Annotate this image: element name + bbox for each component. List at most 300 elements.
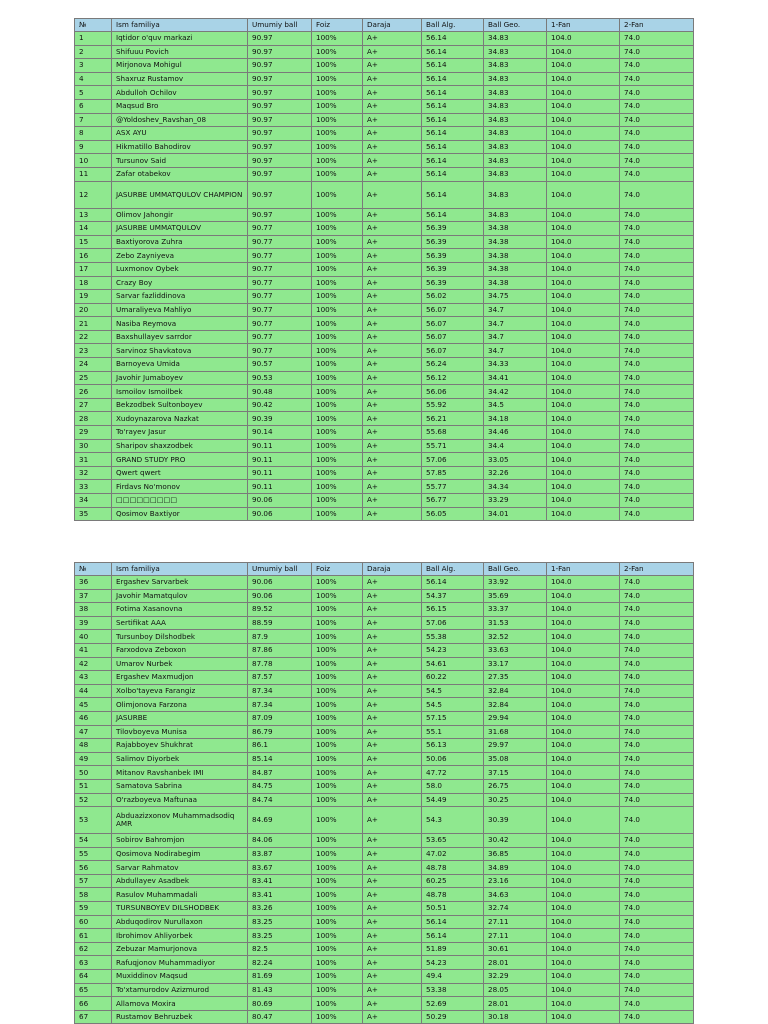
col-score-geometry-cell: 36.85 — [484, 847, 547, 861]
col-score-geometry-cell: 34.34 — [484, 480, 547, 494]
header-col-score-geometry: Ball Geo. — [484, 19, 547, 32]
col-number-cell: 12 — [75, 181, 112, 208]
table-row — [75, 589, 694, 603]
col-subject-2-cell: 74.0 — [620, 276, 694, 290]
table-row — [75, 127, 694, 141]
col-subject-1-cell: 104.0 — [547, 249, 620, 263]
col-number-cell: 11 — [75, 167, 112, 181]
col-score-geometry-cell: 32.26 — [484, 466, 547, 480]
col-score-algebra-cell: 56.06 — [422, 385, 484, 399]
col-name-cell: Zafar otabekov — [112, 167, 248, 181]
col-subject-2-cell: 74.0 — [620, 412, 694, 426]
col-grade-cell: A+ — [363, 494, 422, 508]
table-row — [75, 739, 694, 753]
col-name-cell: JASURBE UMMATQULOV — [112, 222, 248, 236]
results-table — [74, 562, 694, 1024]
col-number-cell: 51 — [75, 779, 112, 793]
col-name-cell: Rajabboyev Shukhrat — [112, 739, 248, 753]
col-name-cell: Firdavs No'monov — [112, 480, 248, 494]
col-subject-1-cell: 104.0 — [547, 874, 620, 888]
col-percent-cell: 100% — [312, 426, 363, 440]
col-percent-cell: 100% — [312, 698, 363, 712]
col-percent-cell: 100% — [312, 262, 363, 276]
col-name-cell: Zebuzar Mamurjonova — [112, 942, 248, 956]
col-number-cell: 37 — [75, 589, 112, 603]
col-total-score-cell: 90.97 — [248, 167, 312, 181]
table-row — [75, 793, 694, 807]
col-percent-cell: 100% — [312, 793, 363, 807]
col-subject-1-cell: 104.0 — [547, 793, 620, 807]
table-row — [75, 140, 694, 154]
col-subject-1-cell: 104.0 — [547, 766, 620, 780]
col-subject-2-cell: 74.0 — [620, 793, 694, 807]
col-name-cell: Qosimova Nodirabegim — [112, 847, 248, 861]
col-name-cell: Mirjonova Mohigul — [112, 59, 248, 73]
col-subject-1-cell: 104.0 — [547, 276, 620, 290]
table-row — [75, 888, 694, 902]
col-subject-1-cell: 104.0 — [547, 983, 620, 997]
header-col-name: Ism familiya — [112, 563, 248, 576]
col-score-geometry-cell: 34.83 — [484, 113, 547, 127]
table-row — [75, 385, 694, 399]
col-percent-cell: 100% — [312, 99, 363, 113]
col-total-score-cell: 87.9 — [248, 630, 312, 644]
col-total-score-cell: 90.77 — [248, 303, 312, 317]
col-subject-2-cell: 74.0 — [620, 888, 694, 902]
col-subject-1-cell: 104.0 — [547, 684, 620, 698]
col-score-geometry-cell: 29.94 — [484, 711, 547, 725]
col-number-cell: 49 — [75, 752, 112, 766]
col-number-cell: 46 — [75, 711, 112, 725]
col-score-algebra-cell: 56.14 — [422, 140, 484, 154]
col-number-cell: 21 — [75, 317, 112, 331]
col-number-cell: 22 — [75, 330, 112, 344]
results-table — [74, 18, 694, 521]
col-number-cell: 32 — [75, 466, 112, 480]
col-percent-cell: 100% — [312, 1010, 363, 1024]
col-subject-2-cell: 74.0 — [620, 861, 694, 875]
col-percent-cell: 100% — [312, 807, 363, 834]
results-table-page-1 — [74, 18, 693, 521]
col-percent-cell: 100% — [312, 779, 363, 793]
table-row — [75, 167, 694, 181]
col-name-cell: Sarvar fazliddinova — [112, 290, 248, 304]
col-number-cell: 29 — [75, 426, 112, 440]
col-name-cell: Javohir Jumaboyev — [112, 371, 248, 385]
col-score-algebra-cell: 55.71 — [422, 439, 484, 453]
col-subject-1-cell: 104.0 — [547, 929, 620, 943]
col-percent-cell: 100% — [312, 630, 363, 644]
header-col-total-score: Umumiy ball — [248, 19, 312, 32]
col-name-cell: Rasulov Muhammadali — [112, 888, 248, 902]
col-score-geometry-cell: 35.08 — [484, 752, 547, 766]
col-number-cell: 66 — [75, 997, 112, 1011]
col-grade-cell: A+ — [363, 888, 422, 902]
col-total-score-cell: 90.11 — [248, 439, 312, 453]
col-number-cell: 18 — [75, 276, 112, 290]
col-score-geometry-cell: 32.84 — [484, 684, 547, 698]
table-row — [75, 222, 694, 236]
col-subject-2-cell: 74.0 — [620, 127, 694, 141]
col-score-geometry-cell: 34.7 — [484, 330, 547, 344]
col-score-geometry-cell: 34.83 — [484, 140, 547, 154]
col-score-geometry-cell: 34.18 — [484, 412, 547, 426]
col-name-cell: Nasiba Reymova — [112, 317, 248, 331]
col-score-geometry-cell: 34.7 — [484, 344, 547, 358]
col-name-cell: Xudoynazarova Nazkat — [112, 412, 248, 426]
table-row — [75, 997, 694, 1011]
col-grade-cell: A+ — [363, 181, 422, 208]
col-total-score-cell: 83.87 — [248, 847, 312, 861]
col-grade-cell: A+ — [363, 942, 422, 956]
col-score-algebra-cell: 56.14 — [422, 167, 484, 181]
table-row — [75, 874, 694, 888]
col-score-algebra-cell: 54.49 — [422, 793, 484, 807]
header-col-percent: Foiz — [312, 563, 363, 576]
col-score-algebra-cell: 56.15 — [422, 603, 484, 617]
col-subject-1-cell: 104.0 — [547, 956, 620, 970]
col-score-geometry-cell: 30.18 — [484, 1010, 547, 1024]
col-score-algebra-cell: 55.92 — [422, 398, 484, 412]
col-score-algebra-cell: 57.15 — [422, 711, 484, 725]
col-score-algebra-cell: 57.06 — [422, 616, 484, 630]
col-score-geometry-cell: 34.83 — [484, 86, 547, 100]
table-row — [75, 276, 694, 290]
col-percent-cell: 100% — [312, 344, 363, 358]
col-subject-1-cell: 104.0 — [547, 371, 620, 385]
col-percent-cell: 100% — [312, 127, 363, 141]
col-subject-1-cell: 104.0 — [547, 262, 620, 276]
col-total-score-cell: 90.77 — [248, 249, 312, 263]
header-col-number: № — [75, 563, 112, 576]
col-score-algebra-cell: 56.14 — [422, 45, 484, 59]
col-number-cell: 19 — [75, 290, 112, 304]
col-score-geometry-cell: 32.52 — [484, 630, 547, 644]
col-name-cell: Abdulloh Ochilov — [112, 86, 248, 100]
col-percent-cell: 100% — [312, 45, 363, 59]
table-row — [75, 942, 694, 956]
col-grade-cell: A+ — [363, 997, 422, 1011]
col-score-algebra-cell: 50.06 — [422, 752, 484, 766]
col-subject-1-cell: 104.0 — [547, 453, 620, 467]
col-grade-cell: A+ — [363, 167, 422, 181]
col-subject-2-cell: 74.0 — [620, 902, 694, 916]
col-subject-2-cell: 74.0 — [620, 45, 694, 59]
col-number-cell: 23 — [75, 344, 112, 358]
col-name-cell: Qosimov Baxtiyor — [112, 507, 248, 521]
col-score-algebra-cell: 55.68 — [422, 426, 484, 440]
col-total-score-cell: 90.06 — [248, 494, 312, 508]
col-score-algebra-cell: 56.14 — [422, 32, 484, 46]
col-score-algebra-cell: 55.1 — [422, 725, 484, 739]
col-subject-2-cell: 74.0 — [620, 915, 694, 929]
col-total-score-cell: 90.39 — [248, 412, 312, 426]
col-subject-1-cell: 104.0 — [547, 32, 620, 46]
col-score-algebra-cell: 47.72 — [422, 766, 484, 780]
col-score-geometry-cell: 27.11 — [484, 915, 547, 929]
col-subject-1-cell: 104.0 — [547, 725, 620, 739]
col-name-cell: Shifuuu Povich — [112, 45, 248, 59]
header-col-grade: Daraja — [363, 563, 422, 576]
col-subject-2-cell: 74.0 — [620, 398, 694, 412]
col-score-algebra-cell: 56.07 — [422, 317, 484, 331]
col-subject-2-cell: 74.0 — [620, 222, 694, 236]
col-name-cell: Barnoyeva Umida — [112, 358, 248, 372]
col-name-cell: Olimov Jahongir — [112, 208, 248, 222]
col-name-cell: Tursunboy Dilshodbek — [112, 630, 248, 644]
col-subject-1-cell: 104.0 — [547, 942, 620, 956]
col-total-score-cell: 90.77 — [248, 235, 312, 249]
col-name-cell: Rafuqjonov Muhammadiyor — [112, 956, 248, 970]
col-number-cell: 13 — [75, 208, 112, 222]
col-number-cell: 33 — [75, 480, 112, 494]
col-subject-1-cell: 104.0 — [547, 317, 620, 331]
col-total-score-cell: 83.26 — [248, 902, 312, 916]
col-subject-1-cell: 104.0 — [547, 412, 620, 426]
col-score-algebra-cell: 56.02 — [422, 290, 484, 304]
col-subject-2-cell: 74.0 — [620, 99, 694, 113]
header-col-percent: Foiz — [312, 19, 363, 32]
table-row — [75, 330, 694, 344]
col-subject-1-cell: 104.0 — [547, 752, 620, 766]
table-row — [75, 426, 694, 440]
col-score-geometry-cell: 33.63 — [484, 643, 547, 657]
col-total-score-cell: 88.59 — [248, 616, 312, 630]
col-percent-cell: 100% — [312, 956, 363, 970]
table-row — [75, 113, 694, 127]
col-percent-cell: 100% — [312, 358, 363, 372]
col-total-score-cell: 87.78 — [248, 657, 312, 671]
col-grade-cell: A+ — [363, 902, 422, 916]
col-subject-1-cell: 104.0 — [547, 86, 620, 100]
col-name-cell: Luxmonov Oybek — [112, 262, 248, 276]
col-grade-cell: A+ — [363, 684, 422, 698]
col-number-cell: 43 — [75, 671, 112, 685]
col-subject-2-cell: 74.0 — [620, 1010, 694, 1024]
col-percent-cell: 100% — [312, 739, 363, 753]
col-total-score-cell: 84.69 — [248, 807, 312, 834]
table-row — [75, 902, 694, 916]
col-percent-cell: 100% — [312, 453, 363, 467]
table-row — [75, 711, 694, 725]
col-name-cell: Maqsud Bro — [112, 99, 248, 113]
col-grade-cell: A+ — [363, 371, 422, 385]
col-subject-2-cell: 74.0 — [620, 711, 694, 725]
col-percent-cell: 100% — [312, 589, 363, 603]
col-percent-cell: 100% — [312, 942, 363, 956]
col-name-cell: Tilovboyeva Munisa — [112, 725, 248, 739]
col-score-algebra-cell: 56.07 — [422, 303, 484, 317]
col-score-algebra-cell: 51.89 — [422, 942, 484, 956]
col-name-cell: Bekzodbek Sultonboyev — [112, 398, 248, 412]
col-name-cell: Ibrohimov Ahliyorbek — [112, 929, 248, 943]
col-total-score-cell: 80.47 — [248, 1010, 312, 1024]
table-row — [75, 752, 694, 766]
col-grade-cell: A+ — [363, 739, 422, 753]
table-row — [75, 358, 694, 372]
header-col-grade: Daraja — [363, 19, 422, 32]
col-grade-cell: A+ — [363, 807, 422, 834]
col-subject-2-cell: 74.0 — [620, 494, 694, 508]
col-score-geometry-cell: 31.53 — [484, 616, 547, 630]
col-subject-2-cell: 74.0 — [620, 766, 694, 780]
col-subject-2-cell: 74.0 — [620, 32, 694, 46]
col-number-cell: 2 — [75, 45, 112, 59]
col-score-algebra-cell: 56.39 — [422, 262, 484, 276]
col-total-score-cell: 90.11 — [248, 480, 312, 494]
col-grade-cell: A+ — [363, 99, 422, 113]
col-percent-cell: 100% — [312, 208, 363, 222]
col-number-cell: 30 — [75, 439, 112, 453]
col-total-score-cell: 89.52 — [248, 603, 312, 617]
col-number-cell: 20 — [75, 303, 112, 317]
header-col-subject-2: 2-Fan — [620, 563, 694, 576]
col-total-score-cell: 90.97 — [248, 181, 312, 208]
col-subject-2-cell: 74.0 — [620, 929, 694, 943]
col-score-geometry-cell: 33.05 — [484, 453, 547, 467]
table-row — [75, 303, 694, 317]
col-score-geometry-cell: 34.38 — [484, 222, 547, 236]
col-grade-cell: A+ — [363, 127, 422, 141]
table-row — [75, 72, 694, 86]
col-score-geometry-cell: 34.75 — [484, 290, 547, 304]
col-grade-cell: A+ — [363, 439, 422, 453]
col-number-cell: 24 — [75, 358, 112, 372]
col-name-cell: TURSUNBOYEV DILSHODBEK — [112, 902, 248, 916]
col-name-cell: JASURBE — [112, 711, 248, 725]
col-percent-cell: 100% — [312, 752, 363, 766]
col-name-cell: Javohir Mamatqulov — [112, 589, 248, 603]
col-score-algebra-cell: 56.14 — [422, 208, 484, 222]
col-score-geometry-cell: 28.01 — [484, 997, 547, 1011]
col-total-score-cell: 90.97 — [248, 86, 312, 100]
col-score-algebra-cell: 56.13 — [422, 739, 484, 753]
col-percent-cell: 100% — [312, 494, 363, 508]
col-name-cell: ASX AYU — [112, 127, 248, 141]
col-subject-2-cell: 74.0 — [620, 576, 694, 590]
col-number-cell: 6 — [75, 99, 112, 113]
col-grade-cell: A+ — [363, 235, 422, 249]
col-name-cell: Farxodova Zeboxon — [112, 643, 248, 657]
col-subject-2-cell: 74.0 — [620, 874, 694, 888]
table-row — [75, 480, 694, 494]
col-number-cell: 47 — [75, 725, 112, 739]
col-name-cell: Qwert qwert — [112, 466, 248, 480]
header-col-score-algebra: Ball Alg. — [422, 19, 484, 32]
col-name-cell: Muxiddinov Maqsud — [112, 970, 248, 984]
table-row — [75, 317, 694, 331]
table-row — [75, 371, 694, 385]
col-subject-2-cell: 74.0 — [620, 657, 694, 671]
header-col-total-score: Umumiy ball — [248, 563, 312, 576]
col-subject-2-cell: 74.0 — [620, 630, 694, 644]
col-grade-cell: A+ — [363, 643, 422, 657]
col-score-geometry-cell: 30.25 — [484, 793, 547, 807]
col-subject-1-cell: 104.0 — [547, 154, 620, 168]
col-name-cell: Baxtiyorova Zuhra — [112, 235, 248, 249]
col-number-cell: 63 — [75, 956, 112, 970]
col-subject-1-cell: 104.0 — [547, 99, 620, 113]
col-total-score-cell: 81.43 — [248, 983, 312, 997]
col-subject-1-cell: 104.0 — [547, 915, 620, 929]
col-name-cell: O'razboyeva Maftunaa — [112, 793, 248, 807]
col-score-algebra-cell: 56.39 — [422, 276, 484, 290]
col-subject-2-cell: 74.0 — [620, 330, 694, 344]
col-grade-cell: A+ — [363, 603, 422, 617]
col-number-cell: 16 — [75, 249, 112, 263]
col-grade-cell: A+ — [363, 412, 422, 426]
col-subject-2-cell: 74.0 — [620, 290, 694, 304]
col-number-cell: 39 — [75, 616, 112, 630]
col-score-geometry-cell: 23.16 — [484, 874, 547, 888]
col-score-geometry-cell: 34.38 — [484, 249, 547, 263]
col-score-algebra-cell: 55.38 — [422, 630, 484, 644]
col-subject-2-cell: 74.0 — [620, 942, 694, 956]
col-subject-2-cell: 74.0 — [620, 262, 694, 276]
col-grade-cell: A+ — [363, 576, 422, 590]
col-grade-cell: A+ — [363, 140, 422, 154]
table-row — [75, 929, 694, 943]
table-row — [75, 616, 694, 630]
col-number-cell: 58 — [75, 888, 112, 902]
col-total-score-cell: 90.06 — [248, 576, 312, 590]
col-name-cell: Sharipov shaxzodbek — [112, 439, 248, 453]
table-row — [75, 698, 694, 712]
col-grade-cell: A+ — [363, 983, 422, 997]
col-grade-cell: A+ — [363, 589, 422, 603]
col-total-score-cell: 90.77 — [248, 276, 312, 290]
col-subject-2-cell: 74.0 — [620, 507, 694, 521]
col-subject-2-cell: 74.0 — [620, 725, 694, 739]
table-row — [75, 32, 694, 46]
col-score-geometry-cell: 34.83 — [484, 32, 547, 46]
col-name-cell: Tursunov Said — [112, 154, 248, 168]
col-score-geometry-cell: 34.83 — [484, 127, 547, 141]
header-row — [75, 19, 694, 32]
col-number-cell: 34 — [75, 494, 112, 508]
col-subject-2-cell: 74.0 — [620, 983, 694, 997]
col-subject-1-cell: 104.0 — [547, 113, 620, 127]
col-percent-cell: 100% — [312, 86, 363, 100]
col-score-algebra-cell: 52.69 — [422, 997, 484, 1011]
col-grade-cell: A+ — [363, 861, 422, 875]
table-row — [75, 181, 694, 208]
col-subject-1-cell: 104.0 — [547, 698, 620, 712]
col-grade-cell: A+ — [363, 222, 422, 236]
col-grade-cell: A+ — [363, 290, 422, 304]
col-score-algebra-cell: 54.37 — [422, 589, 484, 603]
col-total-score-cell: 83.41 — [248, 888, 312, 902]
col-subject-2-cell: 74.0 — [620, 426, 694, 440]
table-row — [75, 494, 694, 508]
table-row — [75, 603, 694, 617]
table-row — [75, 983, 694, 997]
col-score-geometry-cell: 33.92 — [484, 576, 547, 590]
col-number-cell: 7 — [75, 113, 112, 127]
col-score-geometry-cell: 34.38 — [484, 235, 547, 249]
col-name-cell: □□□□□□□□□ — [112, 494, 248, 508]
col-score-geometry-cell: 34.83 — [484, 154, 547, 168]
col-total-score-cell: 90.77 — [248, 222, 312, 236]
col-score-algebra-cell: 56.77 — [422, 494, 484, 508]
col-number-cell: 17 — [75, 262, 112, 276]
table-row — [75, 576, 694, 590]
table-row — [75, 684, 694, 698]
col-total-score-cell: 90.11 — [248, 466, 312, 480]
col-number-cell: 41 — [75, 643, 112, 657]
col-grade-cell: A+ — [363, 698, 422, 712]
col-percent-cell: 100% — [312, 902, 363, 916]
